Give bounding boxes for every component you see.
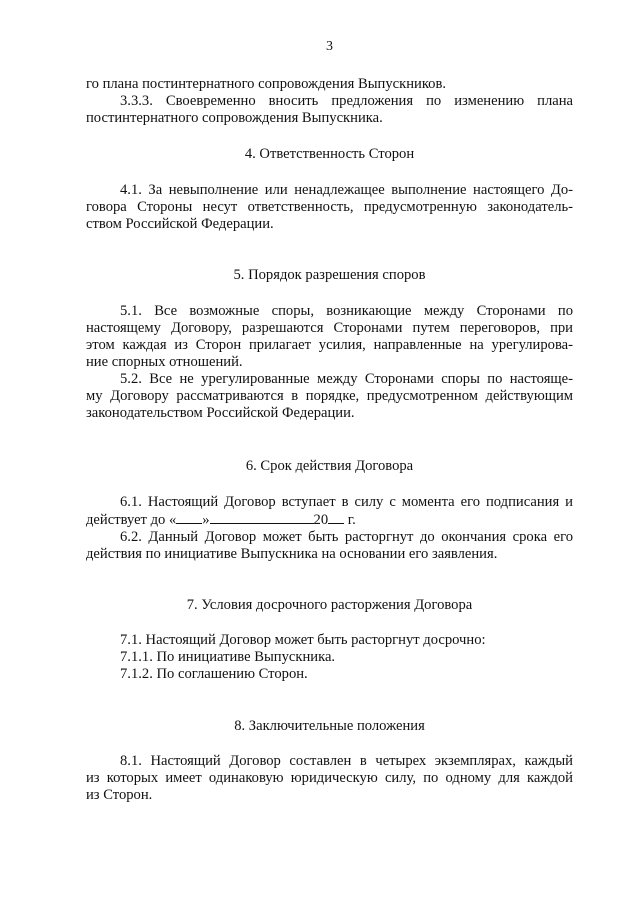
date-prefix: действует до «	[86, 512, 177, 528]
paragraph-4-1-line-3: ством Российской Федерации.	[86, 216, 274, 232]
section-8-body	[86, 753, 573, 804]
paragraph-5-1-line-1: 5.1. Все возможные споры, возникающие между Сторонами по	[120, 303, 573, 319]
paragraph-3-3-3-line-2: постинтернатного сопровождения Выпускника.	[86, 110, 383, 126]
year-prefix: 20	[313, 512, 329, 528]
year-suffix: г.	[344, 512, 356, 528]
date-quote-close: »	[202, 512, 210, 528]
paragraph-7-1-1: 7.1.1. По инициативе Выпускника.	[120, 649, 336, 665]
paragraph-6-1-line-2	[86, 511, 573, 529]
year-blank	[328, 511, 344, 524]
section-7-heading-block	[86, 597, 573, 614]
paragraph-6-1-line-1: 6.1. Настоящий Договор вступает в силу с момента его подписания и	[120, 494, 573, 510]
month-blank	[210, 511, 314, 524]
paragraph-5-2-line-2: му Договору рассматриваются в порядке, предусмотренном действующим	[86, 388, 573, 404]
section-6-body	[86, 494, 573, 563]
paragraph-7-1: 7.1. Настоящий Договор может быть расторгнут досрочно:	[120, 632, 486, 648]
paragraph-4-1-line-2: говора Стороны несут ответственность, предусмотренную законодатель-	[86, 199, 573, 215]
paragraph-6-2-line-1: 6.2. Данный Договор может быть расторгнут до окончания срока его	[120, 529, 573, 545]
paragraph-5-1-line-2: настоящему Договору, разрешаются Сторонами путем переговоров, при	[86, 320, 573, 336]
section-4-heading: 4. Ответственность Сторон	[244, 146, 415, 162]
paragraph-5-2-line-1: 5.2. Все не урегулированные между Сторонами споры по настояще-	[120, 371, 573, 387]
section-5-heading: 5. Порядок разрешения споров	[233, 267, 426, 283]
intro-line: го плана постинтернатного сопровождения Выпускников.	[86, 76, 447, 92]
paragraph-3-3-3-line-1: 3.3.3. Своевременно вносить предложения по изменению плана	[120, 93, 573, 109]
section-7-body	[86, 632, 573, 683]
paragraph-5-1-line-3: этом каждая из Сторон прилагает усилия, направленные на урегулирова-	[86, 337, 573, 353]
section-4-heading-block	[86, 146, 573, 163]
paragraph-7-1-2: 7.1.2. По соглашению Сторон.	[120, 666, 308, 682]
day-blank	[176, 511, 202, 524]
section-5-body	[86, 303, 573, 422]
paragraph-5-2-line-3: законодательством Российской Федерации.	[86, 405, 355, 421]
section-8-heading: 8. Заключительные положения	[234, 718, 425, 734]
paragraph-8-1-line-1: 8.1. Настоящий Договор составлен в четырех экземплярах, каждый	[120, 753, 573, 769]
paragraph-6-2-line-2: действия по инициативе Выпускника на основании его заявления.	[86, 546, 498, 562]
paragraph-8-1-line-2: из которых имеет одинаковую юридическую силу, по одному для каждой	[86, 770, 573, 786]
paragraph-8-1-line-3: из Сторон.	[86, 787, 153, 803]
intro-block	[86, 76, 573, 127]
section-7-heading: 7. Условия досрочного расторжения Договора	[186, 597, 473, 613]
section-5-heading-block	[86, 267, 573, 284]
section-8-heading-block	[86, 718, 573, 735]
section-6-heading: 6. Срок действия Договора	[245, 458, 414, 474]
section-6-heading-block	[86, 458, 573, 475]
page-number: 3	[326, 39, 333, 54]
paragraph-4-1-line-1: 4.1. За невыполнение или ненадлежащее выполнение настоящего До-	[120, 182, 573, 198]
paragraph-5-1-line-4: ние спорных отношений.	[86, 354, 243, 370]
section-4-body	[86, 182, 573, 233]
